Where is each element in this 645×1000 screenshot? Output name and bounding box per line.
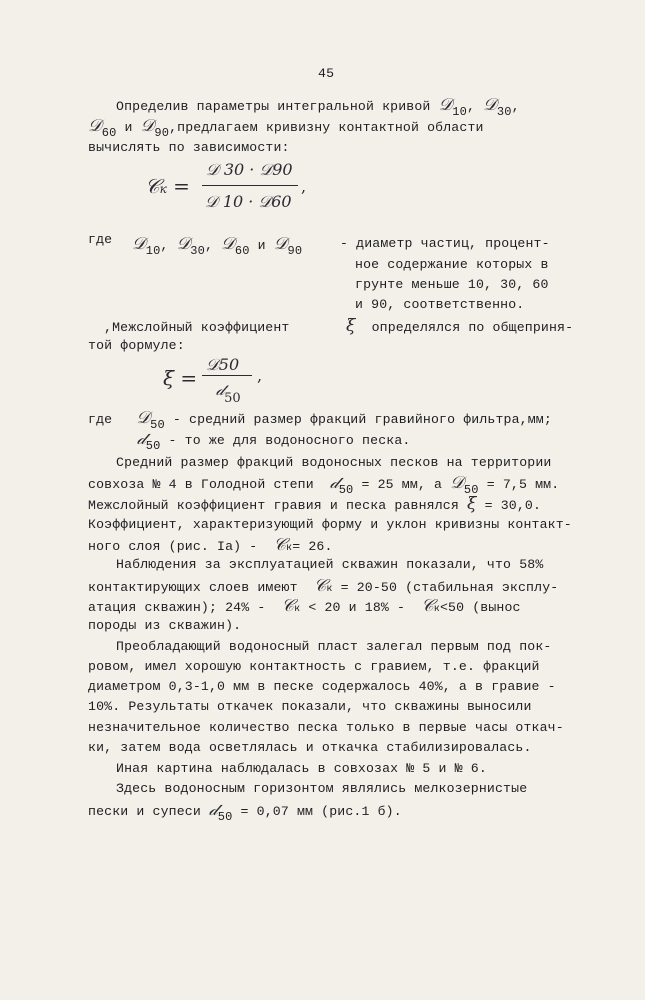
p5-line2: ровом, имел хорошую контактность с гравием, т.е. фракций	[88, 659, 540, 674]
formula1-lhs: 𝒞к =	[145, 174, 190, 198]
page-number: 45	[318, 66, 335, 81]
p3-line5: ного слоя (рис. Ia) - 𝒞к= 26.	[88, 535, 333, 555]
p3-line3: Межслойный коэффициент гравия и песка равнялся ξ = 30,0.	[88, 494, 542, 514]
p4-line2: контактирующих слоев имеют 𝒞к = 20-50 (стабильная эксплу-	[88, 576, 559, 596]
p5-line3: диаметром 0,3-1,0 мм в песке содержалось 40%, а в гравие -	[88, 679, 556, 694]
formula1-numerator: 𝒟 30 · 𝒟90	[206, 160, 293, 179]
where1-desc-1: - диаметр частиц, процент-	[340, 236, 550, 251]
formula2-denominator: 𝒹$_{50}$	[216, 380, 241, 406]
formula2-fraction-bar	[202, 375, 252, 376]
p3-line1: Средний размер фракций водоносных песков на территории	[116, 455, 552, 470]
where1-desc-2: ное содержание которых в	[355, 257, 549, 272]
p1-line1: Определив параметры интегральной кривой 𝒟10, 𝒟30,	[116, 95, 520, 119]
where2-line1: где 𝒟50 - средний размер фракций гравийного фильтра,мм;	[88, 408, 552, 432]
formula2-numerator: 𝒟50	[206, 355, 240, 374]
formula1-comma: ,	[301, 177, 307, 196]
p7-line2: пески и супеси 𝒹50 = 0,07 мм (рис.1 б).	[88, 800, 402, 824]
formula2-lhs: ξ =	[163, 366, 198, 390]
where1-symbols: 𝒟10, 𝒟30, 𝒟60 и 𝒟90	[132, 234, 303, 258]
where1-desc-4: и 90, соответственно.	[355, 297, 525, 312]
formula2-comma: ,	[257, 366, 263, 385]
formula1-fraction-bar	[202, 185, 298, 186]
p5-line4: 10%. Результаты откачек показали, что скважины выносили	[88, 699, 532, 714]
where1-desc-3: грунте меньше 10, 30, 60	[355, 277, 549, 292]
p5-line1: Преобладающий водоносный пласт залегал первым под пок-	[116, 639, 552, 654]
p5-line6: ки, затем вода осветлялась и откачка стабилизировалась.	[88, 740, 532, 755]
p4-line1: Наблюдения за эксплуатацией скважин показали, что 58%	[116, 557, 544, 572]
p7-line1: Здесь водоносным горизонтом являлись мелкозернистые	[116, 781, 528, 796]
p5-line5: незначительное количество песка только в первые часы откач-	[88, 720, 564, 735]
p4-line3: атация скважин); 24% - 𝒞к < 20 и 18% - 𝒞к<50 (вынос	[88, 596, 521, 616]
where2-line2: 𝒹50 - то же для водоносного песка.	[137, 429, 411, 453]
p2-line1: ,Межслойный коэффициент ξ определялся по общеприня-	[104, 316, 574, 336]
p2-line2: той формуле:	[88, 338, 185, 353]
p6-line1: Иная картина наблюдалась в совхозах № 5 и № 6.	[116, 761, 487, 776]
formula1-denominator: 𝒟 10 · 𝒟60	[205, 192, 292, 211]
xi-symbol: ξ	[345, 316, 356, 336]
p4-line4: породы из скважин).	[88, 618, 242, 633]
p1-line2: 𝒟60 и 𝒟90,предлагаем кривизну контактной области	[88, 116, 484, 140]
p3-line2: совхоза № 4 в Голодной степи 𝒹50 = 25 мм, а 𝒟50 = 7,5 мм.	[88, 473, 560, 497]
p3-line4: Коэффициент, характеризующий форму и уклон кривизны контакт-	[88, 517, 572, 532]
where1-label: где	[88, 232, 113, 247]
p1-line3: вычислять по зависимости:	[88, 140, 290, 155]
